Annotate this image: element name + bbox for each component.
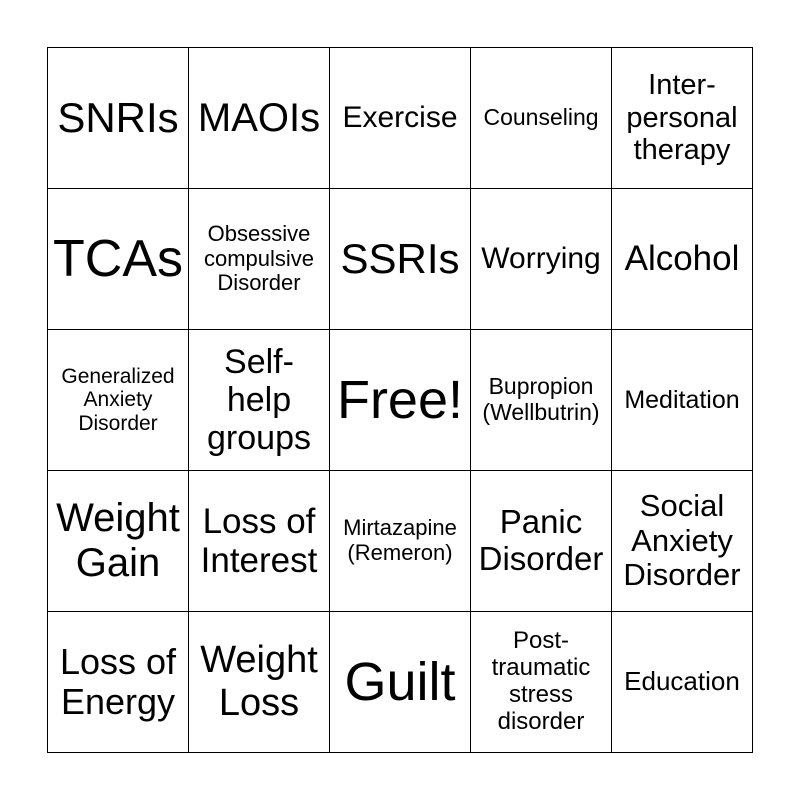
cell-label: SNRIs xyxy=(57,94,179,142)
bingo-cell-worrying[interactable] xyxy=(471,189,612,330)
bingo-cell-guilt[interactable] xyxy=(330,612,471,753)
bingo-cell-free[interactable] xyxy=(330,330,471,471)
cell-label: Social Anxiety Disorder xyxy=(623,487,741,593)
cell-label: TCAs xyxy=(53,229,183,288)
bingo-cell-panic-disorder[interactable] xyxy=(471,471,612,612)
cell-label: Panic Disorder xyxy=(478,503,604,577)
cell-label: SSRIs xyxy=(340,235,460,283)
cell-label: Obsessive compulsive Disorder xyxy=(203,221,315,296)
cell-label: Loss of Energy xyxy=(59,640,177,722)
bingo-card xyxy=(47,47,753,753)
cell-label: Mirtazapine (Remeron) xyxy=(343,515,457,565)
cell-label: Counseling xyxy=(483,104,599,131)
bingo-cell-exercise[interactable] xyxy=(330,48,471,189)
cell-label: Meditation xyxy=(624,386,740,414)
cell-label: Free! xyxy=(336,369,464,430)
cell-label: Post- traumatic stress disorder xyxy=(491,627,591,735)
cell-label: Loss of Interest xyxy=(200,501,318,580)
cell-label: Generalized Anxiety Disorder xyxy=(61,364,175,435)
cell-label: Weight Gain xyxy=(56,496,180,585)
bingo-cell-loss-of-interest[interactable] xyxy=(189,471,330,612)
bingo-cell-ssris[interactable] xyxy=(330,189,471,330)
bingo-cell-meditation[interactable] xyxy=(612,330,753,471)
bingo-cell-mirtazapine[interactable] xyxy=(330,471,471,612)
cell-label: Inter- personal therapy xyxy=(626,69,738,167)
bingo-cell-weight-gain[interactable] xyxy=(48,471,189,612)
cell-label: Alcohol xyxy=(624,239,740,279)
bingo-cell-interpersonal-therapy[interactable] xyxy=(612,48,753,189)
bingo-cell-ocd[interactable] xyxy=(189,189,330,330)
cell-label: Weight Loss xyxy=(200,639,318,724)
bingo-cell-ptsd[interactable] xyxy=(471,612,612,753)
cell-label: MAOIs xyxy=(197,95,321,140)
bingo-cell-gad[interactable] xyxy=(48,330,189,471)
bingo-cell-snris[interactable] xyxy=(48,48,189,189)
bingo-cell-bupropion[interactable] xyxy=(471,330,612,471)
cell-label: Education xyxy=(624,666,740,697)
bingo-cell-education[interactable] xyxy=(612,612,753,753)
bingo-cell-loss-of-energy[interactable] xyxy=(48,612,189,753)
cell-label: Guilt xyxy=(344,651,456,712)
bingo-cell-self-help-groups[interactable] xyxy=(189,330,330,471)
bingo-cell-counseling[interactable] xyxy=(471,48,612,189)
cell-label: Worrying xyxy=(481,242,601,276)
bingo-cell-weight-loss[interactable] xyxy=(189,612,330,753)
bingo-cell-alcohol[interactable] xyxy=(612,189,753,330)
cell-label: Exercise xyxy=(342,101,458,135)
bingo-cell-social-anxiety-disorder[interactable] xyxy=(612,471,753,612)
cell-label: Self- help groups xyxy=(207,342,311,458)
bingo-cell-tcas[interactable] xyxy=(48,189,189,330)
cell-label: Bupropion (Wellbutrin) xyxy=(482,373,600,425)
bingo-cell-maois[interactable] xyxy=(189,48,330,189)
